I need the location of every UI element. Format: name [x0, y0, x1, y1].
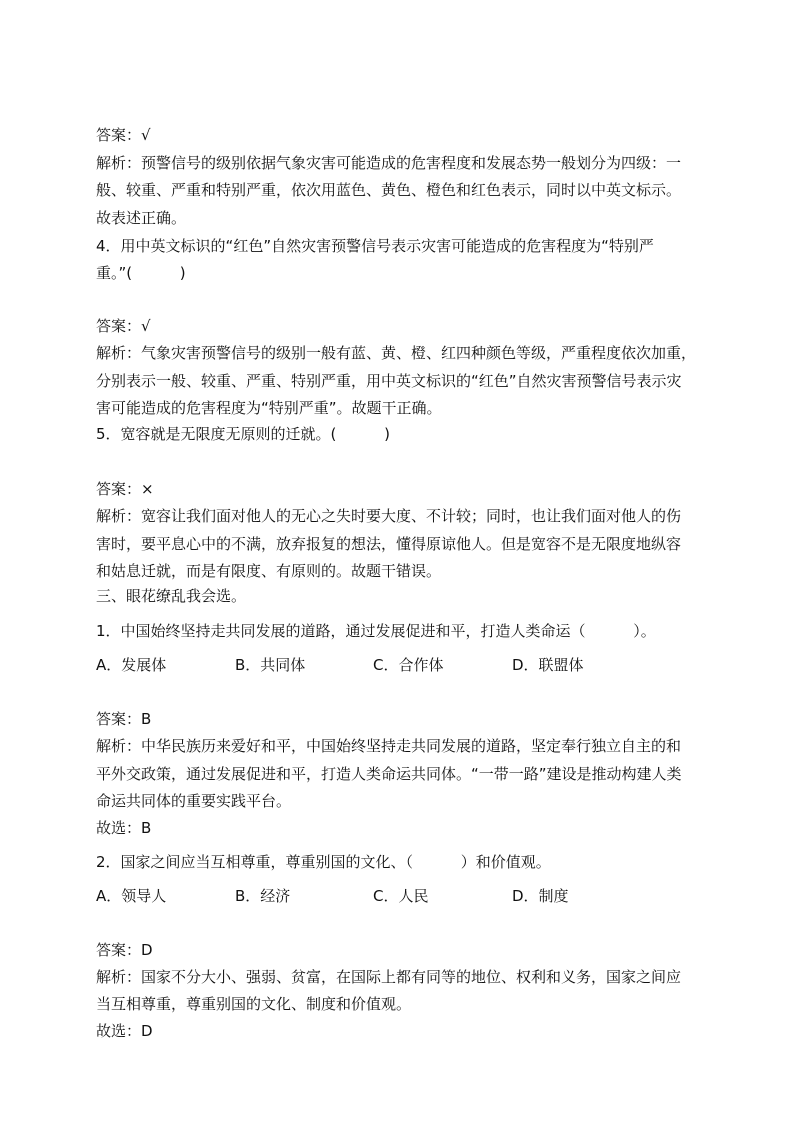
q5-analysis-line-3: 和姑息迁就，而是有限度、有原则的。故题干错误。: [96, 562, 442, 580]
mc2-options: [96, 886, 716, 906]
q4-question-line-1: 4．用中英文标识的“红色”自然灾害预警信号表示灾害可能造成的危害程度为“特别严: [96, 237, 654, 255]
q4-question-line-2: 重。”( ): [96, 264, 186, 282]
q5-question: 5．宽容就是无限度无原则的迁就。( ): [96, 425, 390, 443]
mc1-option-d: D．联盟体: [512, 656, 584, 674]
mc1-question: 1．中国始终坚持走共同发展的道路，通过发展促进和平，打造人类命运（ ）。: [96, 622, 656, 640]
mc1-answer: 答案：B: [96, 710, 152, 728]
mc1-conclusion: 故选：B: [96, 819, 152, 837]
q3-answer: 答案：√: [96, 126, 151, 144]
q5-analysis-line-1: 解析：宽容让我们面对他人的无心之失时要大度、不计较；同时，也让我们面对他人的伤: [96, 507, 682, 525]
mc1-analysis-line-1: 解析：中华民族历来爱好和平，中国始终坚持走共同发展的道路，坚定奉行独立自主的和: [96, 737, 682, 755]
q4-answer: 答案：√: [96, 317, 151, 335]
section-heading: 三、眼花缭乱我会选。: [96, 587, 247, 605]
mc2-question: 2．国家之间应当互相尊重，尊重别国的文化、（ ）和价值观。: [96, 853, 551, 871]
mc2-option-b: B．经济: [235, 887, 291, 905]
q4-analysis-line-3: 害可能造成的危害程度为“特别严重”。故题干正确。: [96, 399, 442, 417]
mc2-conclusion: 故选：D: [96, 1022, 153, 1040]
q3-analysis-line-3: 故表述正确。: [96, 209, 187, 227]
mc1-options: [96, 655, 716, 675]
mc1-analysis-line-2: 平外交政策，通过发展促进和平，打造人类命运共同体。“一带一路”建设是推动构建人类: [96, 765, 682, 783]
mc2-answer: 答案：D: [96, 941, 153, 959]
mc2-option-a: A．领导人: [96, 887, 167, 905]
mc2-analysis-line-1: 解析：国家不分大小、强弱、贫富，在国际上都有同等的地位、权利和义务，国家之间应: [96, 968, 682, 986]
mc2-option-c: C．人民: [373, 887, 429, 905]
mc2-option-d: D．制度: [512, 887, 569, 905]
q4-analysis-line-1: 解析：气象灾害预警信号的级别一般有蓝、黄、橙、红四种颜色等级，严重程度依次加重，: [96, 344, 697, 362]
mc2-analysis-line-2: 当互相尊重，尊重别国的文化、制度和价值观。: [96, 995, 412, 1013]
q4-analysis-line-2: 分别表示一般、较重、严重、特别严重，用中英文标识的“红色”自然灾害预警信号表示灾: [96, 372, 682, 390]
mc1-option-a: A．发展体: [96, 656, 167, 674]
q3-analysis-line-2: 般、较重、严重和特别严重，依次用蓝色、黄色、橙色和红色表示，同时以中英文标示。: [96, 181, 682, 199]
q3-analysis-line-1: 解析：预警信号的级别依据气象灾害可能造成的危害程度和发展态势一般划分为四级：一: [96, 154, 682, 172]
mc1-option-b: B．共同体: [235, 656, 306, 674]
q5-analysis-line-2: 害时，要平息心中的不满，放弃报复的想法，懂得原谅他人。但是宽容不是无限度地纵容: [96, 535, 682, 553]
mc1-analysis-line-3: 命运共同体的重要实践平台。: [96, 792, 292, 810]
q5-answer: 答案：×: [96, 480, 154, 498]
mc1-option-c: C．合作体: [373, 656, 444, 674]
